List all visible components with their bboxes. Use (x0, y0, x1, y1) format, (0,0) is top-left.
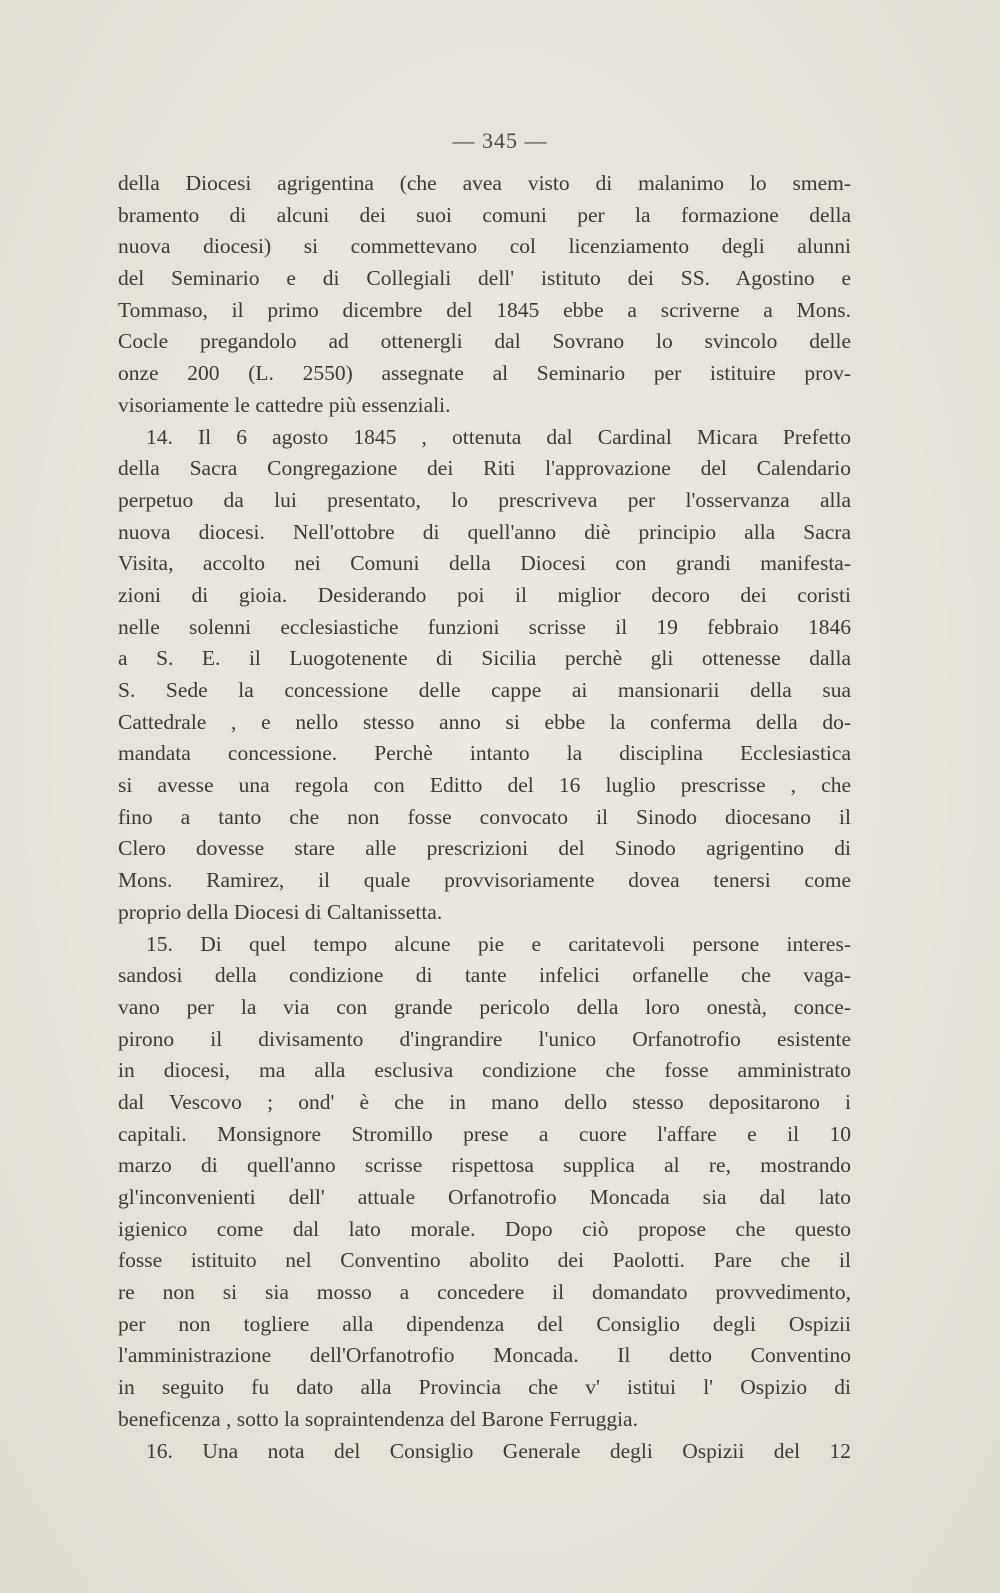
text-line: zioni di gioia. Desiderando poi il miglior decoro dei coristi (118, 582, 851, 607)
text-line: 15. Di quel tempo alcune pie e caritatevoli persone interes- (146, 931, 851, 956)
text-line: capitali. Monsignore Stromillo prese a cuore l'affare e il 10 (118, 1121, 851, 1146)
text-line: nelle solenni ecclesiastiche funzioni scrisse il 19 febbraio 1846 (118, 614, 851, 639)
text-line: fino a tanto che non fosse convocato il Sinodo diocesano il (118, 804, 851, 829)
text-line: onze 200 (L. 2550) assegnate al Seminario per istituire prov- (118, 361, 851, 386)
text-line: perpetuo da lui presentato, lo prescriveva per l'osservanza alla (118, 487, 851, 512)
text-line: Cocle pregandolo ad ottenergli dal Sovrano lo svincolo delle (118, 329, 851, 354)
text-line: dal Vescovo ; ond' è che in mano dello stesso depositarono i (118, 1089, 851, 1114)
text-line: della Sacra Congregazione dei Riti l'approvazione del Calendario (118, 456, 851, 481)
text-line: proprio della Diocesi di Caltanissetta. (118, 899, 443, 924)
text-line: Tommaso, il primo dicembre del 1845 ebbe a scriverne a Mons. (118, 297, 851, 322)
text-line: per non togliere alla dipendenza del Consiglio degli Ospizii (118, 1311, 851, 1336)
text-line: igienico come dal lato morale. Dopo ciò propose che questo (118, 1216, 851, 1241)
text-line: Clero dovesse stare alle prescrizioni del Sinodo agrigentino di (118, 836, 851, 861)
text-line: beneficenza , sotto la sopraintendenza del Barone Ferruggia. (118, 1406, 638, 1431)
text-line: pirono il divisamento d'ingrandire l'unico Orfanotrofio esistente (118, 1026, 851, 1051)
text-line: visoriamente le cattedre più essenziali. (118, 392, 451, 417)
text-line: vano per la via con grande pericolo della loro onestà, conce- (118, 994, 851, 1019)
text-line: fosse istituito nel Conventino abolito dei Paolotti. Pare che il (118, 1248, 851, 1273)
text-line: si avesse una regola con Editto del 16 luglio prescrisse , che (118, 773, 851, 798)
text-line: mandata concessione. Perchè intanto la disciplina Ecclesiastica (118, 741, 851, 766)
text-line: della Diocesi agrigentina (che avea visto di malanimo lo smem- (118, 171, 851, 195)
text-line: Cattedrale , e nello stesso anno si ebbe la conferma della do- (118, 709, 851, 734)
text-line: S. Sede la concessione delle cappe ai mansionarii della sua (118, 678, 851, 702)
text-line: 14. Il 6 agosto 1845 , ottenuta dal Cardinal Micara Prefetto (146, 424, 851, 449)
page-number: — 345 — (452, 128, 548, 153)
body-text (118, 168, 851, 1467)
text-line: l'amministrazione dell'Orfanotrofio Moncada. Il detto Conventino (118, 1343, 851, 1368)
text-line: nuova diocesi) si commettevano col licenziamento degli alunni (118, 234, 851, 259)
text-line: Visita, accolto nei Comuni della Diocesi con grandi manifesta- (118, 551, 851, 576)
text-line: sandosi della condizione di tante infelici orfanelle che vaga- (118, 963, 851, 988)
text-line: re non si sia mosso a concedere il domandato provvedimento, (118, 1280, 851, 1305)
text-line: in diocesi, ma alla esclusiva condizione che fosse amministrato (118, 1058, 851, 1083)
text-line: Mons. Ramirez, il quale provvisoriamente dovea tenersi come (118, 868, 851, 893)
text-line: del Seminario e di Collegiali dell' istituto dei SS. Agostino e (118, 266, 851, 291)
text-line: gl'inconvenienti dell' attuale Orfanotrofio Moncada sia dal lato (118, 1185, 851, 1209)
text-line: marzo di quell'anno scrisse rispettosa supplica al re, mostrando (118, 1153, 851, 1178)
text-line: nuova diocesi. Nell'ottobre di quell'anno diè principio alla Sacra (118, 519, 851, 544)
text-line: 16. Una nota del Consiglio Generale degli Ospizii del 12 (146, 1438, 851, 1463)
text-line: a S. E. il Luogotenente di Sicilia perchè gli ottenesse dalla (118, 646, 851, 671)
text-line: in seguito fu dato alla Provincia che v' istitui l' Ospizio di (118, 1375, 851, 1400)
text-line: bramento di alcuni dei suoi comuni per la formazione della (118, 202, 851, 227)
